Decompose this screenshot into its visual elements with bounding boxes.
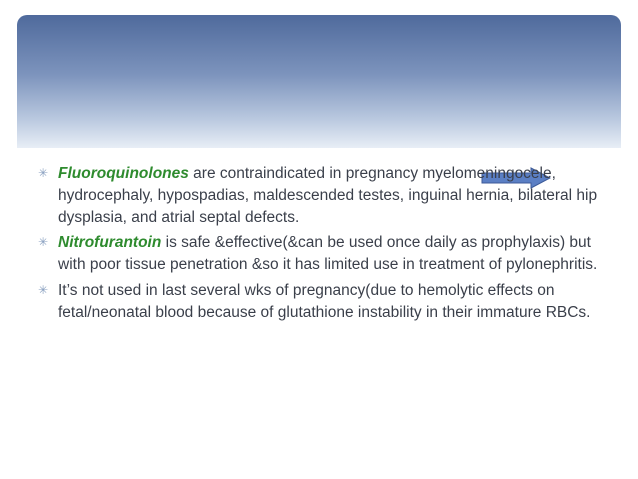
bullet-list [38, 163, 598, 328]
bullet-item-pregnancy-note [38, 280, 598, 324]
asterisk-bullet-icon: ✳ [38, 282, 49, 297]
bullet-text: is safe &effective(&can be used once daily as prophylaxis) but with poor tissue penetration &so it has limited use in treatment of pylonephritis. [58, 234, 598, 274]
bullet-text: It’s not used in last several wks of pregnancy(due to hemolytic effects on fetal/neonatal blood because of glutathione instability in their immature RBCs. [58, 281, 591, 321]
drug-name: Nitrofurantoin [58, 234, 162, 252]
drug-name: Fluoroquinolones [58, 165, 189, 182]
asterisk-bullet-icon: ✳ [38, 166, 49, 180]
bullet-item-nitrofurantoin [38, 232, 598, 276]
header-gradient-band [17, 15, 621, 148]
bullet-item-fluoroquinolones [38, 163, 598, 228]
bullet-text: are contraindicated in pregnancy myelomeningocele, hydrocephaly, hypospadias, maldescended testes, inguinal hernia, bilateral hip dysplasia, and atrial septal defects. [58, 165, 598, 226]
asterisk-bullet-icon: ✳ [38, 235, 49, 250]
